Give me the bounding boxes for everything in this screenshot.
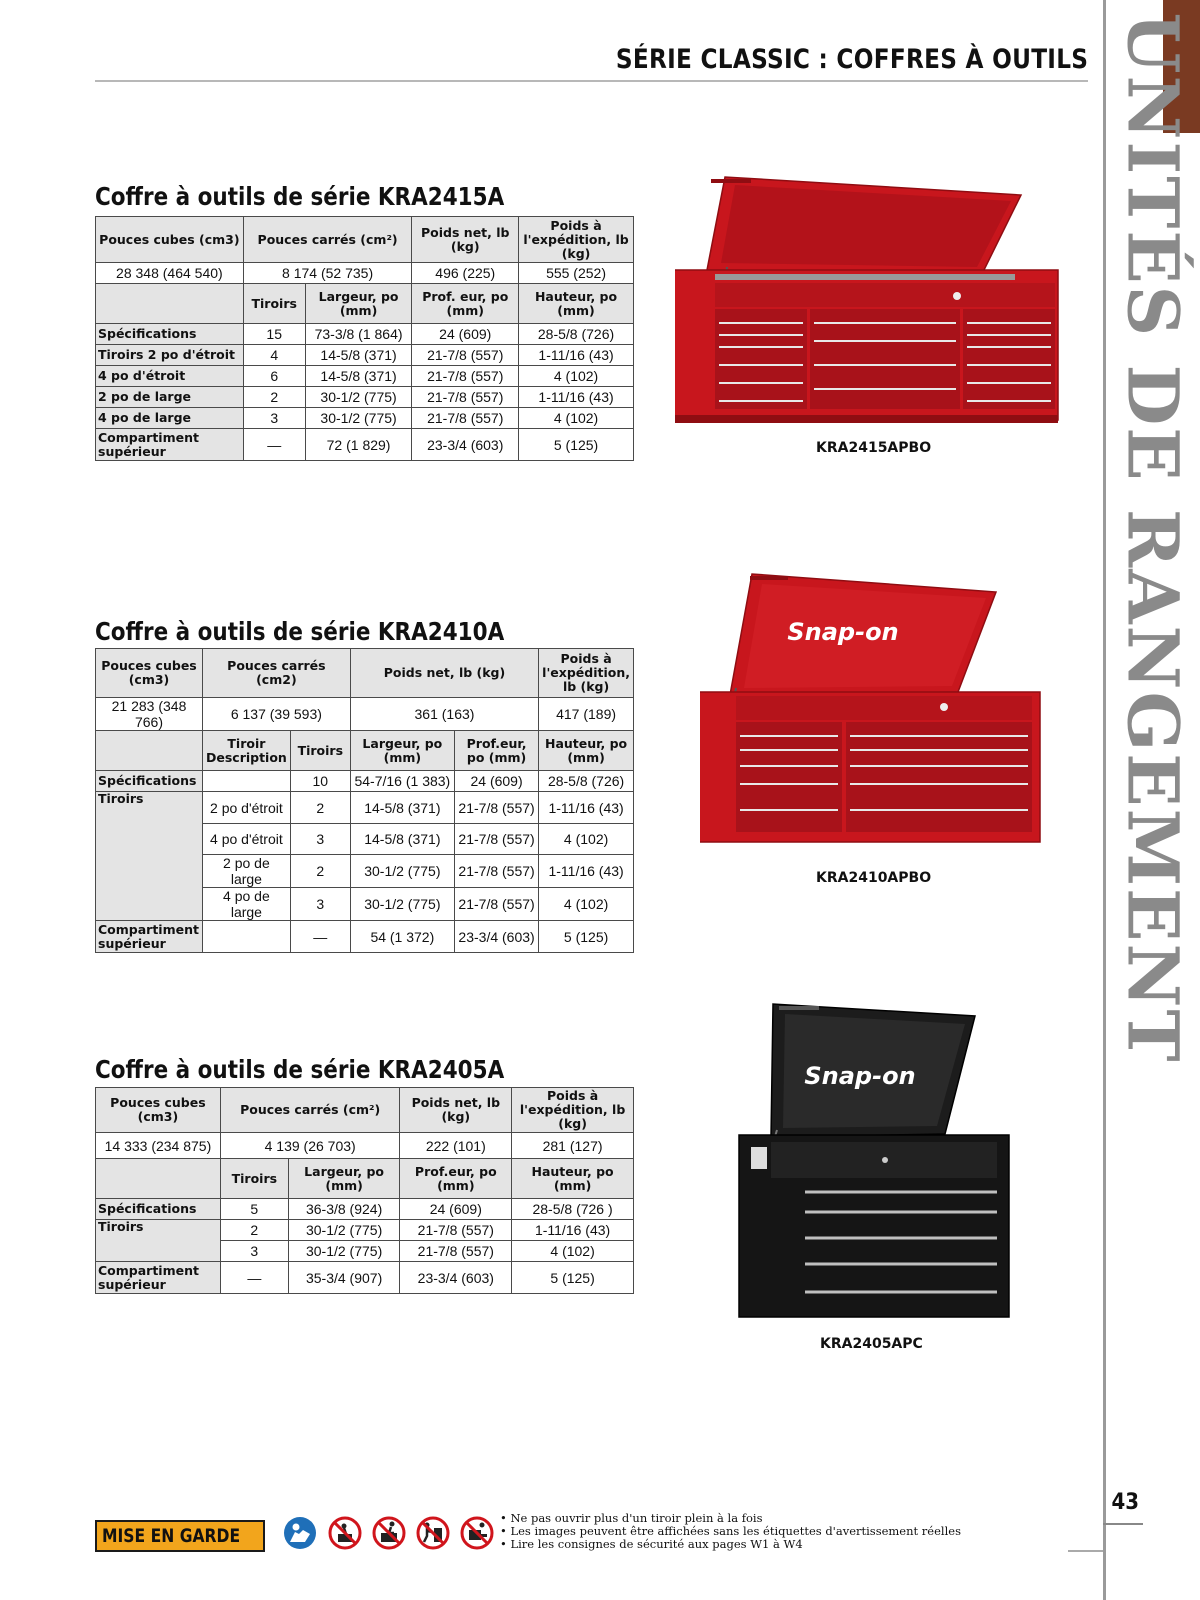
toolbox-image-kra2415a [675,175,1075,435]
cell-value: 3 [290,888,350,921]
col-header: Poids à l'expédition, lb (kg) [512,1088,634,1133]
cell-value: 555 (252) [519,263,634,284]
row-label: Tiroirs [96,792,203,921]
cell-value: 24 (609) [454,771,538,792]
cell-value: 361 (163) [350,698,538,731]
cell-value: 14-5/8 (371) [305,345,412,366]
cell-value [202,771,290,792]
col-header: Pouces cubes (cm3) [96,1088,221,1133]
cell-value: 4 (102) [519,366,634,387]
section-title-kra2405a: Coffre à outils de série KRA2405A [95,1055,505,1084]
table-row [96,1262,634,1294]
cell-value: 1-11/16 (43) [539,792,634,824]
cell-value: 1-11/16 (43) [519,345,634,366]
col-header: Tiroirs [220,1159,288,1199]
col-header: Poids à l'expédition, lb (kg) [539,649,634,698]
row-label: Compartiment supérieur [96,921,203,953]
cell-value: 30-1/2 (775) [350,855,454,888]
cell-value: 73-3/8 (1 864) [305,324,412,345]
col-header: Prof. eur, po (mm) [412,284,519,324]
table-row [96,345,634,366]
cell-value: 21-7/8 (557) [412,387,519,408]
table-row [96,387,634,408]
section-title-kra2410a: Coffre à outils de série KRA2410A [95,617,505,646]
row-label: Spécifications [96,771,203,792]
cell-value: 21-7/8 (557) [454,888,538,921]
page-number-rule [1103,1523,1143,1525]
cell-value: 15 [243,324,305,345]
table-row [96,921,634,953]
cell-value: 4 (102) [539,888,634,921]
row-label: Tiroirs 2 po d'étroit [96,345,244,366]
cell-value: 14-5/8 (371) [350,792,454,824]
cell-value: 4 139 (26 703) [220,1133,400,1159]
cell-value: 30-1/2 (775) [288,1220,400,1241]
cell-value: 2 [220,1220,288,1241]
cell-value: 10 [290,771,350,792]
cell-value: 1-11/16 (43) [539,855,634,888]
col-header: Hauteur, po (mm) [519,284,634,324]
cell-value: 14-5/8 (371) [305,366,412,387]
cell-value: 4 po d'étroit [202,824,290,855]
col-header: Tiroirs [290,731,350,771]
cell-value: 5 (125) [519,429,634,461]
col-header: Pouces cubes (cm3) [96,217,244,263]
toolbox-image-kra2405a [735,1002,1015,1322]
toolbox-image-kra2410a [700,570,1050,860]
cell-value: 23-3/4 (603) [400,1262,512,1294]
cell-value: 2 po d'étroit [202,792,290,824]
cell-value: 21-7/8 (557) [412,345,519,366]
detail-header-row [96,284,634,324]
col-header: Poids net, lb (kg) [400,1088,512,1133]
cell-value: 28 348 (464 540) [96,263,244,284]
cell-value: 5 (125) [539,921,634,953]
col-header: Prof.eur, po (mm) [454,731,538,771]
cell-value: 6 137 (39 593) [202,698,350,731]
col-header: Pouces carrés (cm2) [202,649,350,698]
col-header: Prof.eur, po (mm) [400,1159,512,1199]
cell-value: 21 283 (348 766) [96,698,203,731]
cell-value: 21-7/8 (557) [412,366,519,387]
safety-note: • Ne pas ouvrir plus d'un tiroir plein à la fois [500,1511,763,1525]
table-row [96,408,634,429]
cell-value: 54 (1 372) [350,921,454,953]
cell-value: 21-7/8 (557) [454,824,538,855]
cell-value: 35-3/4 (907) [288,1262,400,1294]
cell-value: 21-7/8 (557) [400,1241,512,1262]
cell-value: 21-7/8 (557) [412,408,519,429]
cell-value: 24 (609) [412,324,519,345]
col-header: Hauteur, po (mm) [512,1159,634,1199]
cell-value: 14-5/8 (371) [350,824,454,855]
cell-value: 21-7/8 (557) [454,855,538,888]
blank-cell [96,284,244,324]
blank-cell [96,731,203,771]
cell-value: 281 (127) [512,1133,634,1159]
safety-notes [500,1512,961,1551]
no-sitting-icon [372,1516,406,1550]
page-title: SÉRIE CLASSIC : COFFRES À OUTILS [615,44,1088,75]
cell-value: 36-3/8 (924) [288,1199,400,1220]
summary-header-row [96,1088,634,1133]
cell-value: 30-1/2 (775) [305,387,412,408]
summary-value-row [96,698,634,731]
cell-value: 3 [243,408,305,429]
col-header: Tiroirs [243,284,305,324]
cell-value: 1-11/16 (43) [512,1220,634,1241]
detail-header-row [96,1159,634,1199]
table-row [96,1199,634,1220]
brand-logo: Snap-on [804,1062,916,1090]
summary-value-row [96,1133,634,1159]
col-header: Pouces carrés (cm²) [220,1088,400,1133]
warning-label: MISE EN GARDE [102,1525,241,1547]
brand-logo: Snap-on [787,618,899,646]
table-row [96,429,634,461]
cell-value: 24 (609) [400,1199,512,1220]
product-caption-kra2415a: KRA2415APBO [816,440,932,456]
safety-note: • Lire les consignes de sécurité aux pages W1 à W4 [500,1537,803,1551]
cell-value: 6 [243,366,305,387]
no-tipping-icon [460,1516,494,1550]
section-title-kra2415a: Coffre à outils de série KRA2415A [95,182,505,211]
cell-value: 30-1/2 (775) [305,408,412,429]
cell-value: 30-1/2 (775) [350,888,454,921]
cell-value: 1-11/16 (43) [519,387,634,408]
row-label: 2 po de large [96,387,244,408]
cell-value: 222 (101) [400,1133,512,1159]
table-row [96,771,634,792]
cell-value: 2 [290,855,350,888]
cell-value: 3 [290,824,350,855]
cell-value: 54-7/16 (1 383) [350,771,454,792]
spec-table-kra2410a [95,648,634,953]
cell-value: 4 (102) [512,1241,634,1262]
cell-value: 4 [243,345,305,366]
read-manual-icon [283,1516,317,1550]
spec-table-kra2405a [95,1087,634,1294]
col-header: Poids net, lb (kg) [412,217,519,263]
footer-rule [1068,1550,1103,1552]
col-header: Pouces carrés (cm²) [243,217,412,263]
spec-table-kra2415a [95,216,634,461]
blank-cell [96,1159,221,1199]
col-header: Pouces cubes (cm3) [96,649,203,698]
cell-value [202,921,290,953]
safety-note: • Les images peuvent être affichées sans les étiquettes d'avertissement réelles [500,1524,961,1538]
summary-value-row [96,263,634,284]
cell-value: 28-5/8 (726 ) [512,1199,634,1220]
cell-value: 23-3/4 (603) [454,921,538,953]
detail-header-row [96,731,634,771]
cell-value: 4 po de large [202,888,290,921]
table-row [96,324,634,345]
title-divider [95,80,1088,82]
product-caption-kra2405a: KRA2405APC [820,1336,923,1352]
col-header: Poids net, lb (kg) [350,649,538,698]
cell-value: 5 (125) [512,1262,634,1294]
summary-header-row [96,217,634,263]
cell-value: 2 [290,792,350,824]
table-row [96,792,634,824]
cell-value: 3 [220,1241,288,1262]
row-label: 4 po de large [96,408,244,429]
page-number: 43 [1111,1490,1140,1515]
col-header: Hauteur, po (mm) [539,731,634,771]
cell-value: 4 (102) [519,408,634,429]
cell-value: 2 po de large [202,855,290,888]
cell-value: 28-5/8 (726) [519,324,634,345]
row-label: Compartiment supérieur [96,1262,221,1294]
cell-value: — [243,429,305,461]
cell-value: 496 (225) [412,263,519,284]
table-row [96,366,634,387]
row-label: 4 po d'étroit [96,366,244,387]
cell-value: 23-3/4 (603) [412,429,519,461]
product-caption-kra2410a: KRA2410APBO [816,870,932,886]
table-row [96,1220,634,1241]
col-header: Largeur, po (mm) [350,731,454,771]
row-label: Compartiment supérieur [96,429,244,461]
cell-value: 21-7/8 (557) [400,1220,512,1241]
cell-value: 72 (1 829) [305,429,412,461]
warning-badge [95,1520,265,1552]
cell-value: — [220,1262,288,1294]
no-pushing-icon [416,1516,450,1550]
cell-value: — [290,921,350,953]
cell-value: 14 333 (234 875) [96,1133,221,1159]
cell-value: 2 [243,387,305,408]
no-climbing-icon [328,1516,362,1550]
cell-value: 30-1/2 (775) [288,1241,400,1262]
cell-value: 21-7/8 (557) [454,792,538,824]
row-label: Spécifications [96,1199,221,1220]
col-header: Tiroir Description [202,731,290,771]
cell-value: 8 174 (52 735) [243,263,412,284]
cell-value: 417 (189) [539,698,634,731]
col-header: Poids à l'expédition, lb (kg) [519,217,634,263]
col-header: Largeur, po (mm) [305,284,412,324]
row-label: Tiroirs [96,1220,221,1262]
cell-value: 4 (102) [539,824,634,855]
sidebar-section-label: UNITÉS DE RANGEMENT [1111,12,1195,1064]
summary-header-row [96,649,634,698]
cell-value: 28-5/8 (726) [539,771,634,792]
row-label: Spécifications [96,324,244,345]
cell-value: 5 [220,1199,288,1220]
col-header: Largeur, po (mm) [288,1159,400,1199]
